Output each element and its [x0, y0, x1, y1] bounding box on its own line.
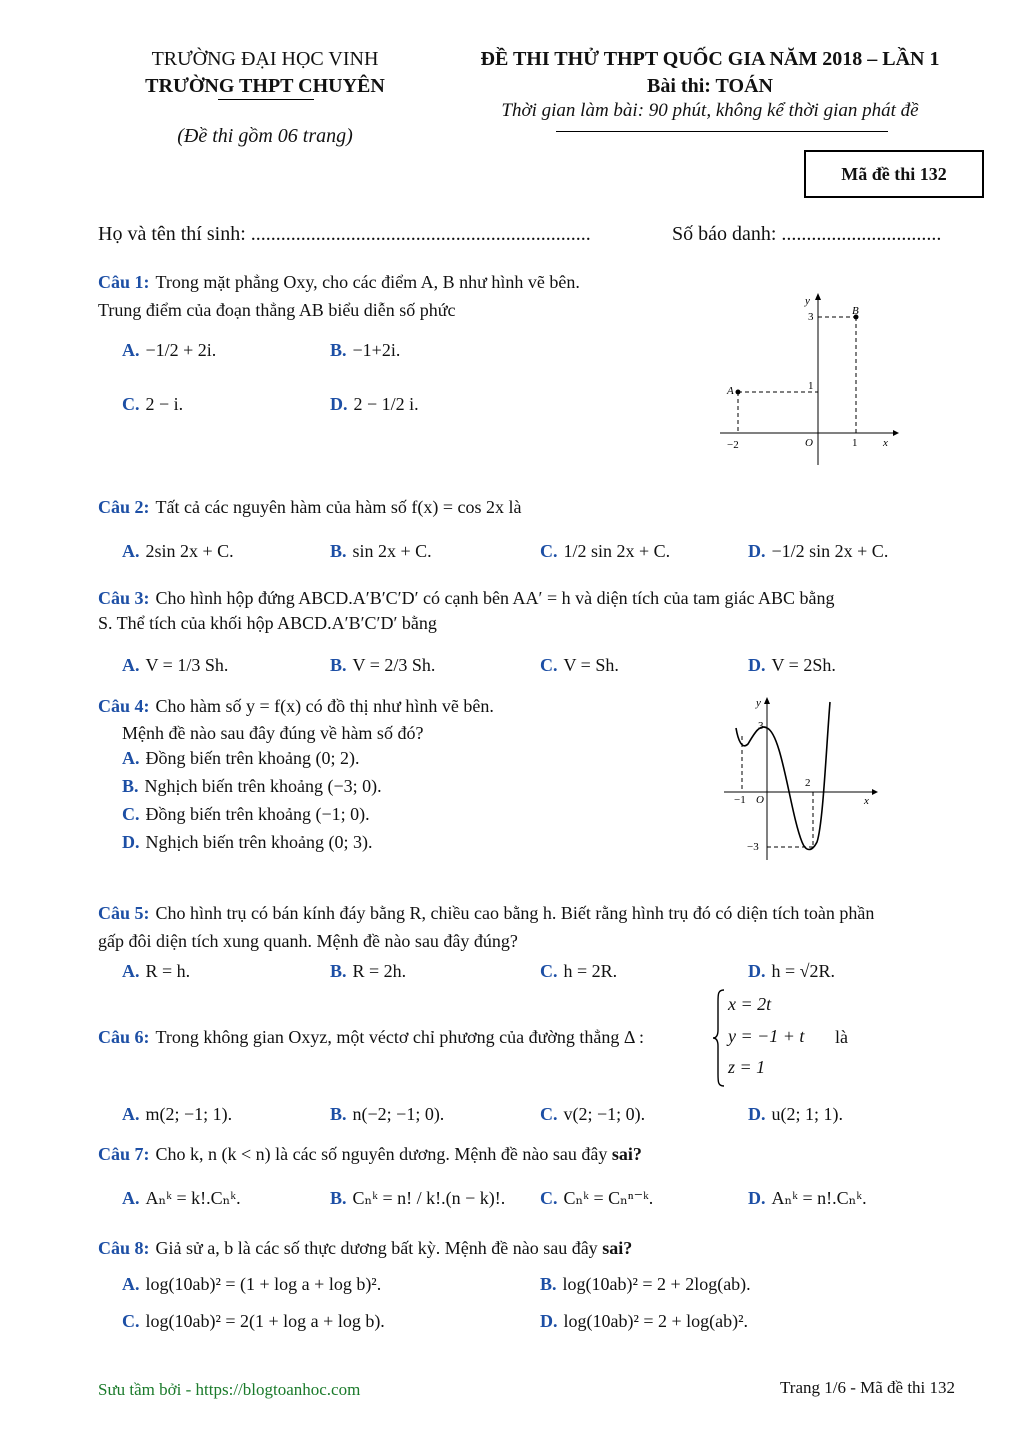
- option-label: C.: [122, 394, 140, 414]
- q5-number: Câu 5:: [98, 903, 150, 923]
- option-label: C.: [540, 961, 558, 981]
- candidate-id: Số báo danh: ................................: [672, 223, 942, 245]
- q6-option-c[interactable]: [540, 1104, 645, 1125]
- q8-sai: sai?: [602, 1238, 633, 1258]
- option-label: C.: [122, 1311, 140, 1331]
- option-text: Đồng biến trên khoảng (0; 2).: [145, 748, 360, 768]
- q2-option-b[interactable]: [330, 541, 432, 562]
- q7-number: Câu 7:: [98, 1144, 150, 1164]
- option-text: Cₙᵏ = n! / k!.(n − k)!.: [352, 1188, 506, 1208]
- option-label: A.: [122, 961, 140, 981]
- q3-option-c[interactable]: [540, 655, 619, 676]
- fig4-xm1-label: −1: [734, 794, 746, 806]
- q8-option-b[interactable]: [540, 1274, 751, 1295]
- fig1-origin-label: O: [805, 437, 813, 449]
- option-label: C.: [122, 804, 140, 824]
- fig4-x-axis-label: x: [864, 795, 869, 807]
- option-text: m(2; −1; 1).: [145, 1104, 233, 1124]
- option-label: B.: [330, 655, 347, 675]
- option-text: V = 2Sh.: [771, 655, 836, 675]
- option-label: A.: [122, 1274, 140, 1294]
- option-text: 2sin 2x + C.: [145, 541, 234, 561]
- q4-figure: [720, 692, 885, 867]
- option-text: V = 1/3 Sh.: [145, 655, 229, 675]
- option-text: −1+2i.: [352, 340, 401, 360]
- q1-number: Câu 1:: [98, 272, 150, 292]
- option-label: D.: [748, 655, 766, 675]
- q5-option-b[interactable]: [330, 961, 406, 982]
- q7-text: Cho k, n (k < n) là các số nguyên dương. Mệnh đề nào sau đây: [155, 1144, 608, 1164]
- q2-option-a[interactable]: [122, 541, 234, 562]
- fig1-y1-label: 1: [808, 380, 814, 392]
- option-text: log(10ab)² = 2 + log(ab)².: [563, 1311, 749, 1331]
- q3-option-a[interactable]: [122, 655, 228, 676]
- fig1-y3-label: 3: [808, 311, 814, 323]
- q5-option-a[interactable]: [122, 961, 190, 982]
- q4-stem: [98, 696, 494, 717]
- footer-page: Trang 1/6 - Mã đề thi 132: [780, 1378, 956, 1397]
- q1-line2: Trung điểm của đoạn thẳng AB biểu diễn số phức: [98, 300, 456, 320]
- q6-system-line2: y = −1 + t: [728, 1026, 805, 1046]
- option-label: A.: [122, 748, 140, 768]
- header-rule-left: [218, 99, 314, 100]
- q6-option-a[interactable]: [122, 1104, 232, 1125]
- option-label: D.: [122, 832, 140, 852]
- q8-number: Câu 8:: [98, 1238, 150, 1258]
- q8-stem: [98, 1238, 632, 1259]
- option-label: B.: [330, 541, 347, 561]
- option-label: D.: [748, 541, 766, 561]
- option-label: B.: [122, 776, 139, 796]
- option-text: log(10ab)² = 2(1 + log a + log b).: [145, 1311, 385, 1331]
- q4-number: Câu 4:: [98, 696, 150, 716]
- school-sub: TRƯỜNG THPT CHUYÊN: [145, 75, 385, 97]
- q5-option-c[interactable]: [540, 961, 617, 982]
- option-label: B.: [330, 1104, 347, 1124]
- option-text: −1/2 + 2i.: [145, 340, 217, 360]
- option-text: −1/2 sin 2x + C.: [771, 541, 889, 561]
- option-label: A.: [122, 1104, 140, 1124]
- option-text: Nghịch biến trên khoảng (0; 3).: [145, 832, 373, 852]
- q8-option-d[interactable]: [540, 1311, 748, 1332]
- exam-code-box: Mã đề thi 132: [804, 150, 984, 198]
- q2-text: Tất cả các nguyên hàm của hàm số f(x) = cos 2x là: [155, 497, 522, 517]
- q6-text: Trong không gian Oxyz, một véctơ chỉ phương của đường thẳng Δ :: [155, 1027, 644, 1047]
- option-text: R = h.: [145, 961, 191, 981]
- q3-line1: Cho hình hộp đứng ABCD.A′B′C′D′ có cạnh bên AA′ = h và diện tích của tam giác ABC bằng: [155, 588, 835, 608]
- option-label: C.: [540, 1188, 558, 1208]
- option-label: B.: [330, 340, 347, 360]
- q4-option-d[interactable]: [122, 832, 372, 853]
- q1-option-a[interactable]: [122, 340, 216, 361]
- option-label: A.: [122, 655, 140, 675]
- q4-line2: Mệnh đề nào sau đây đúng về hàm số đó?: [122, 723, 424, 743]
- q8-option-a[interactable]: [122, 1274, 381, 1295]
- q2-stem: [98, 497, 522, 518]
- q7-sai: sai?: [611, 1144, 642, 1164]
- q1-option-c[interactable]: [122, 394, 183, 415]
- q1-option-d[interactable]: [330, 394, 419, 415]
- fig1-y-axis-label: y: [805, 295, 810, 307]
- option-label: B.: [330, 1188, 347, 1208]
- option-label: D.: [748, 1104, 766, 1124]
- option-text: Aₙᵏ = n!.Cₙᵏ.: [771, 1188, 867, 1208]
- q4-line1: Cho hàm số y = f(x) có đồ thị như hình vẽ bên.: [155, 696, 494, 716]
- q3-stem: [98, 588, 835, 609]
- option-text: h = √2R.: [771, 961, 836, 981]
- option-text: n(−2; −1; 0).: [352, 1104, 445, 1124]
- option-label: A.: [122, 340, 140, 360]
- option-text: log(10ab)² = (1 + log a + log b)².: [145, 1274, 382, 1294]
- option-label: C.: [540, 541, 558, 561]
- option-label: B.: [330, 961, 347, 981]
- q1-stem: [98, 272, 580, 293]
- option-text: Đồng biến trên khoảng (−1; 0).: [145, 804, 370, 824]
- q3-option-d[interactable]: [748, 655, 836, 676]
- option-label: C.: [540, 1104, 558, 1124]
- q1-line1: Trong mặt phẳng Oxy, cho các điểm A, B như hình vẽ bên.: [155, 272, 580, 292]
- candidate-name: Họ và tên thí sinh: ....................................................................: [98, 223, 591, 245]
- option-text: u(2; 1; 1).: [771, 1104, 843, 1124]
- q4-option-a[interactable]: [122, 748, 359, 769]
- pages-note: (Đề thi gồm 06 trang): [177, 125, 353, 147]
- option-text: 2 − i.: [145, 394, 184, 414]
- school-name: TRƯỜNG ĐẠI HỌC VINH: [151, 48, 379, 70]
- q2-number: Câu 2:: [98, 497, 150, 517]
- q4-option-c[interactable]: [122, 804, 370, 825]
- option-text: Cₙᵏ = Cₙⁿ⁻ᵏ.: [563, 1188, 654, 1208]
- fig4-origin-label: O: [756, 794, 764, 806]
- option-label: C.: [540, 655, 558, 675]
- fig1-x-axis-label: x: [883, 437, 888, 449]
- q6-system-line3: z = 1: [728, 1057, 766, 1077]
- q3-number: Câu 3:: [98, 588, 150, 608]
- q2-option-c[interactable]: [540, 541, 670, 562]
- q6-option-d[interactable]: [748, 1104, 843, 1125]
- option-text: v(2; −1; 0).: [563, 1104, 646, 1124]
- q8-option-c[interactable]: [122, 1311, 385, 1332]
- q6-number: Câu 6:: [98, 1027, 150, 1047]
- q6-tail: là: [835, 1027, 848, 1047]
- fig4-y3-label: 3: [758, 720, 764, 732]
- fig1-point-a-label: A: [727, 385, 734, 397]
- q1-option-b[interactable]: [330, 340, 400, 361]
- q7-option-b[interactable]: [330, 1188, 505, 1209]
- option-text: Nghịch biến trên khoảng (−3; 0).: [144, 776, 382, 796]
- option-text: Aₙᵏ = k!.Cₙᵏ.: [145, 1188, 241, 1208]
- option-text: V = 2/3 Sh.: [352, 655, 436, 675]
- q1-figure: [715, 290, 900, 470]
- q6-stem: [98, 1027, 644, 1048]
- q5-stem: [98, 903, 874, 924]
- q3-option-b[interactable]: [330, 655, 435, 676]
- q6-option-b[interactable]: [330, 1104, 444, 1125]
- option-text: 2 − 1/2 i.: [353, 394, 419, 414]
- option-label: A.: [122, 541, 140, 561]
- fig1-xm2-label: −2: [727, 439, 739, 451]
- option-label: D.: [748, 1188, 766, 1208]
- q7-option-c[interactable]: [540, 1188, 653, 1209]
- footer-source: Sưu tầm bởi - https://blogtoanhoc.com: [98, 1380, 361, 1399]
- q8-text: Giả sử a, b là các số thực dương bất kỳ. Mệnh đề nào sau đây: [155, 1238, 598, 1258]
- exam-title: ĐỀ THI THỬ THPT QUỐC GIA NĂM 2018 – LẦN 1: [480, 48, 940, 70]
- option-text: sin 2x + C.: [352, 541, 432, 561]
- option-text: V = Sh.: [563, 655, 619, 675]
- q5-line2: gấp đôi diện tích xung quanh. Mệnh đề nào sau đây đúng?: [98, 931, 518, 951]
- header-rule-right: [556, 131, 888, 132]
- exam-subject: Bài thi: TOÁN: [647, 75, 773, 97]
- option-label: D.: [748, 961, 766, 981]
- fig4-ym3-label: −3: [747, 841, 759, 853]
- fig1-point-b-label: B: [852, 305, 859, 317]
- option-text: log(10ab)² = 2 + 2log(ab).: [562, 1274, 751, 1294]
- fig4-y-axis-label: y: [756, 697, 761, 709]
- q5-line1: Cho hình trụ có bán kính đáy bằng R, chiều cao bằng h. Biết rằng hình trụ đó có diện tích toàn phần: [155, 903, 875, 923]
- q7-option-d[interactable]: [748, 1188, 867, 1209]
- q3-line2: S. Thể tích của khối hộp ABCD.A′B′C′D′ bằng: [98, 613, 437, 633]
- fig4-x2-label: 2: [805, 777, 811, 789]
- q6-system-line1: x = 2t: [728, 994, 772, 1014]
- option-text: 1/2 sin 2x + C.: [563, 541, 671, 561]
- q6-brace: [712, 988, 726, 1088]
- q4-option-b[interactable]: [122, 776, 382, 797]
- q2-option-d[interactable]: [748, 541, 888, 562]
- option-label: A.: [122, 1188, 140, 1208]
- q7-stem: [98, 1144, 642, 1165]
- fig1-x1-label: 1: [852, 437, 858, 449]
- option-text: h = 2R.: [563, 961, 618, 981]
- option-text: R = 2h.: [352, 961, 407, 981]
- option-label: D.: [540, 1311, 558, 1331]
- q7-option-a[interactable]: [122, 1188, 241, 1209]
- exam-time: Thời gian làm bài: 90 phút, không kể thời gian phát đề: [501, 100, 919, 121]
- option-label: D.: [330, 394, 348, 414]
- option-label: B.: [540, 1274, 557, 1294]
- q5-option-d[interactable]: [748, 961, 835, 982]
